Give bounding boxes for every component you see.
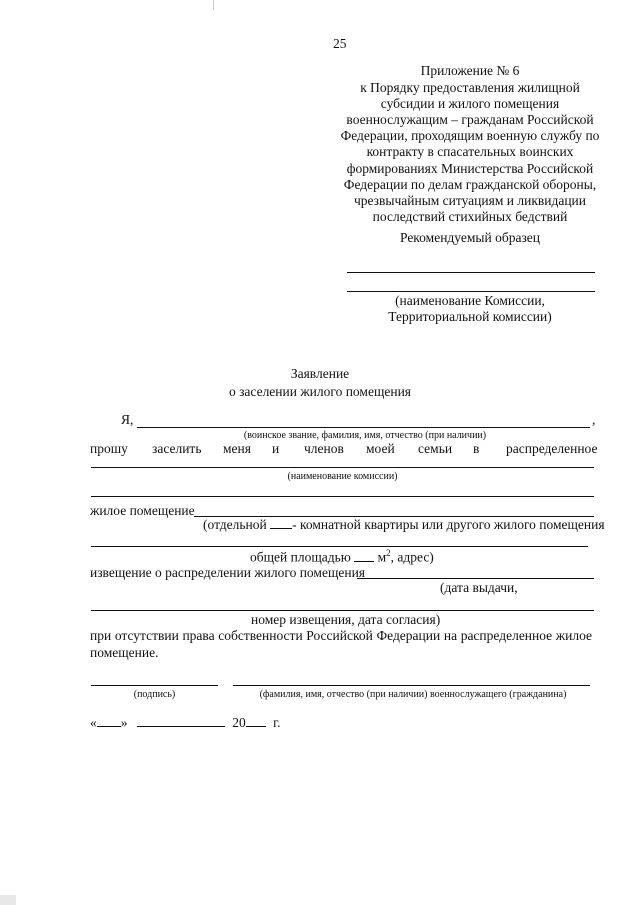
- annex-line: субсидии и жилого помещения: [380, 96, 560, 112]
- addressee-hint-2: Территориальной комиссии): [388, 309, 552, 324]
- request-word: заселить: [152, 441, 202, 456]
- annex-title: Приложение № 6: [420, 63, 520, 78]
- year-prefix: 20: [232, 715, 246, 730]
- comma-mark: ,: [592, 412, 596, 427]
- commission-name-line[interactable]: [91, 467, 594, 468]
- commission-name-line-2[interactable]: [91, 496, 594, 497]
- request-word: распределенное: [506, 441, 598, 456]
- apartment-suffix: - комнатной квартиры или другого жилого помещения: [292, 517, 605, 532]
- request-word: и: [272, 441, 280, 456]
- annex-line: Федерации по делам гражданской обороны,: [343, 176, 597, 192]
- year-blank[interactable]: [246, 725, 266, 727]
- addressee-hint-1: (наименование Комиссии,: [395, 293, 545, 308]
- page-number: 25: [333, 36, 347, 51]
- area-unit: м: [377, 549, 387, 565]
- request-word: в: [473, 441, 480, 456]
- absence-text-line2: помещение.: [90, 645, 159, 660]
- applicant-rank-name-line[interactable]: [137, 427, 590, 428]
- annex-line: Федерации, проходящим военную службу по: [340, 128, 600, 144]
- request-word: моей: [366, 441, 395, 456]
- rooms-count-blank[interactable]: [270, 527, 292, 529]
- recommended-sample-label: Рекомендуемый образец: [399, 230, 540, 245]
- date-open-quote: «: [90, 715, 97, 730]
- hint-rank-name: (воинское звание, фамилия, имя, отчество (при наличии): [243, 430, 487, 441]
- addressee-line-1[interactable]: [347, 272, 595, 273]
- date-line: [90, 715, 281, 731]
- area-prefix: общей площадью: [250, 549, 351, 565]
- hint-fullname: (фамилия, имя, отчество (при наличии) военнослужащего (гражданина): [259, 689, 567, 700]
- scan-mark-bottom: [0, 895, 16, 905]
- area-hint: [250, 548, 434, 566]
- date-close-quote: »: [120, 715, 128, 730]
- absence-text-line1: при отсутствии права собственности Российской Федерации на распределенное жилое: [90, 628, 592, 643]
- scan-mark-top: [213, 0, 214, 10]
- month-blank[interactable]: [137, 725, 225, 727]
- annex-line: к Порядку предоставления жилищной: [360, 80, 580, 95]
- request-word: семьи: [418, 441, 453, 456]
- apartment-prefix: (отдельной: [203, 517, 267, 532]
- notice-line[interactable]: [357, 578, 594, 579]
- area-blank[interactable]: [354, 560, 374, 562]
- signature-line[interactable]: [91, 685, 218, 686]
- hint-commission-name: (наименование комиссии): [287, 471, 398, 482]
- hint-signature: (подпись): [133, 689, 176, 700]
- request-word: членов: [304, 441, 344, 456]
- day-blank[interactable]: [97, 725, 121, 727]
- area-suffix: , адрес): [390, 549, 434, 565]
- request-word: прошу: [90, 441, 128, 456]
- statement-subtitle: о заселении жилого помещения: [228, 384, 412, 399]
- hint-notice-number: номер извещения, дата согласия): [251, 612, 441, 627]
- annex-line: военнослужащим – гражданам Российской: [346, 112, 594, 128]
- apartment-details-line[interactable]: [91, 546, 588, 547]
- annex-line: формированиях Министерства Российской: [346, 160, 594, 176]
- fullname-line[interactable]: [233, 685, 590, 686]
- addressee-line-2[interactable]: [347, 291, 595, 292]
- living-space-label: жилое помещение: [90, 503, 195, 518]
- hint-issue-date: (дата выдачи,: [440, 580, 518, 595]
- statement-title: Заявление: [290, 366, 350, 381]
- year-suffix: г.: [273, 715, 281, 730]
- annex-line: контракту в спасательных воинских: [366, 144, 574, 160]
- apartment-type-hint: [203, 517, 605, 533]
- request-word: меня: [223, 441, 251, 456]
- annex-line: последствий стихийных бедствий: [372, 208, 568, 224]
- ya-label: Я,: [121, 412, 134, 427]
- notice-details-line[interactable]: [91, 610, 594, 611]
- notice-label: извещение о распределении жилого помещения: [90, 565, 365, 580]
- area-unit-sup: 2: [386, 548, 391, 558]
- annex-line: чрезвычайным ситуациям и ликвидации: [353, 192, 587, 208]
